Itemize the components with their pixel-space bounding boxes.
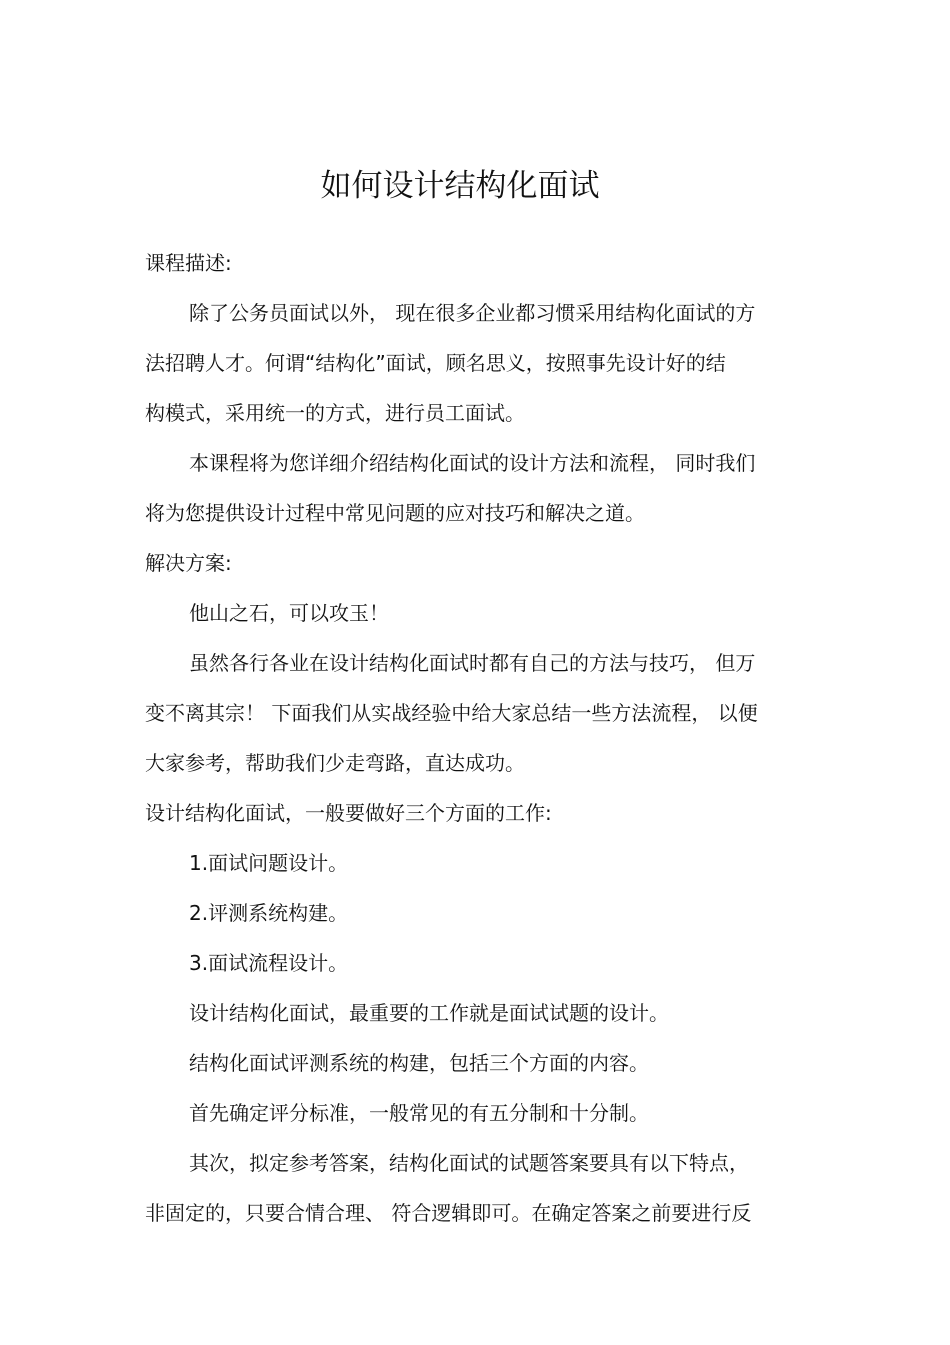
paragraph-line: 变不离其宗！ 下面我们从实战经验中给大家总结一些方法流程， 以便	[145, 701, 758, 725]
paragraph-line: 将为您提供设计过程中常见问题的应对技巧和解决之道。	[145, 501, 645, 525]
document-title: 如何设计结构化面试	[320, 168, 600, 204]
paragraph-line: 大家参考，帮助我们少走弯路，直达成功。	[145, 751, 525, 775]
paragraph-line: 他山之石，可以攻玉！	[189, 601, 389, 625]
section-heading-solution: 解决方案:	[145, 551, 232, 575]
list-item: 3.面试流程设计。	[189, 951, 349, 975]
paragraph-line: 法招聘人才。何谓“结构化”面试，顾名思义，按照事先设计好的结	[145, 351, 726, 375]
paragraph-line: 构模式，采用统一的方式，进行员工面试。	[145, 401, 525, 425]
paragraph-line: 设计结构化面试，最重要的工作就是面试试题的设计。	[189, 1001, 669, 1025]
paragraph-line: 除了公务员面试以外， 现在很多企业都习惯采用结构化面试的方	[189, 301, 756, 325]
section-heading-course-description: 课程描述:	[145, 251, 232, 275]
paragraph-line: 虽然各行各业在设计结构化面试时都有自己的方法与技巧， 但万	[189, 651, 756, 675]
paragraph-line: 其次，拟定参考答案，结构化面试的试题答案要具有以下特点，	[189, 1151, 749, 1175]
paragraph-line: 本课程将为您详细介绍结构化面试的设计方法和流程， 同时我们	[189, 451, 756, 475]
list-item: 1.面试问题设计。	[189, 851, 349, 875]
list-item: 2.评测系统构建。	[189, 901, 349, 925]
paragraph-line: 首先确定评分标准，一般常见的有五分制和十分制。	[189, 1101, 649, 1125]
paragraph-line: 非固定的，只要合情合理、 符合逻辑即可。在确定答案之前要进行反	[145, 1201, 752, 1225]
paragraph-line: 设计结构化面试，一般要做好三个方面的工作:	[145, 801, 552, 825]
paragraph-line: 结构化面试评测系统的构建，包括三个方面的内容。	[189, 1051, 649, 1075]
